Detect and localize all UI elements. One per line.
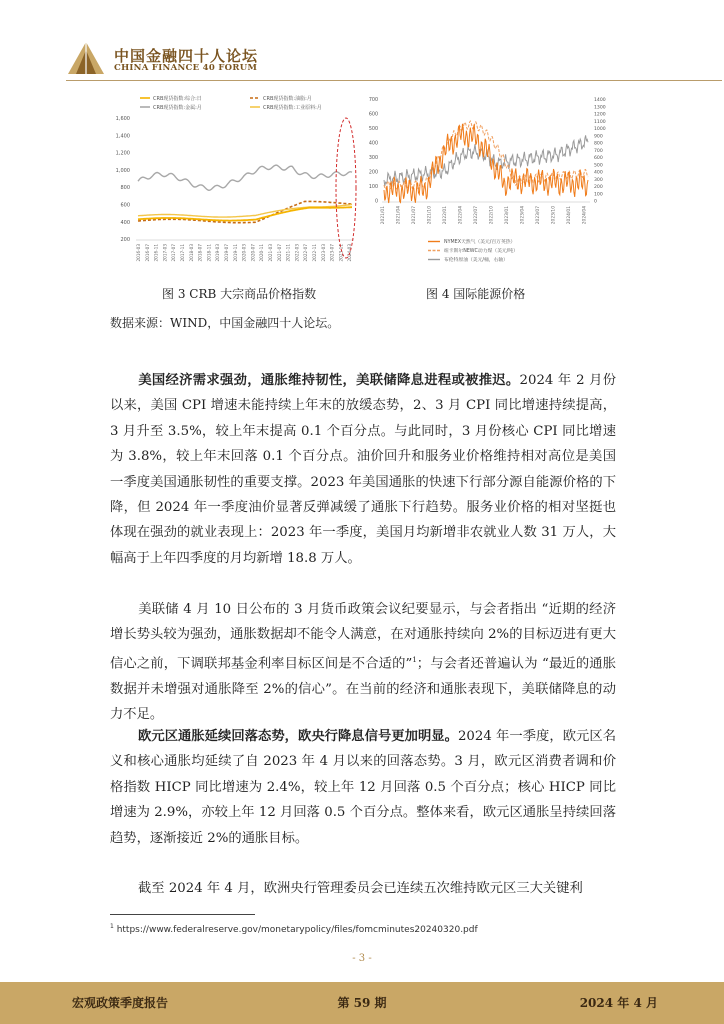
figure3-x-tick: 2018-07	[197, 244, 203, 262]
figure3-series-industrial	[138, 205, 352, 218]
figure3-legend	[140, 95, 322, 111]
figure4-y-left-tick: 0	[374, 199, 378, 205]
page-number: - 3 -	[352, 953, 372, 964]
footnote-link[interactable]: https://www.federalreserve.gov/monetarypolicy/files/fomcminutes20240320.pdf	[116, 925, 478, 935]
figure4-x-tick: 2022/07	[474, 206, 479, 225]
figure3-x-tick: 2022-03	[294, 244, 300, 262]
figure3-legend-label: CRB现货指数:工业原料:月	[263, 105, 322, 111]
header-title-en: CHINA FINANCE 40 FORUM	[114, 63, 258, 73]
figure3-y-tick: 200	[120, 237, 130, 244]
footnote-number: 1	[110, 923, 114, 930]
figure4-legend-label: 布伦特原油（美元/桶，右轴）	[444, 258, 508, 263]
figure3-y-tick: 1,400	[115, 133, 130, 140]
figure3-y-axis	[116, 116, 130, 243]
figure3-x-tick: 2021-11	[285, 244, 291, 262]
figure4-y-axis-left	[369, 97, 378, 205]
figure3-y-tick: 1,600	[115, 116, 130, 122]
figure4-y-left-tick: 100	[368, 185, 378, 190]
paragraph-body: ；与会者还普遍认为 “最近的通胀数据并未增强对通胀降至 2%的信心”。在当前的经济和通胀表现下，美联储降息的动力不足。	[110, 656, 616, 723]
forum-logo-icon	[66, 40, 106, 76]
figure4-y-left-tick: 200	[368, 170, 378, 176]
figure4-y-right-tick: 1100	[594, 119, 606, 125]
figure4-x-tick: 2021/04	[396, 206, 402, 225]
figure3-x-tick: 2016-11	[153, 244, 159, 262]
figure3-x-tick: 2021-07	[276, 244, 282, 262]
figure4-y-left-tick: 700	[368, 98, 378, 103]
paragraph-fed-minutes	[110, 597, 616, 727]
figure4-y-right-tick: 1400	[594, 98, 606, 103]
page-header	[0, 0, 724, 80]
paragraph-lead: 欧元区通胀延续回落态势，欧央行降息信号更加明显。	[138, 729, 458, 744]
figure4-series-gas	[384, 124, 588, 203]
figure3-x-tick: 2018-03	[188, 244, 194, 262]
figure3-x-tick: 2023-11	[338, 244, 344, 262]
data-source-note: 数据来源：WIND，中国金融四十人论坛。	[110, 316, 340, 330]
figure4-y-right-tick: 0	[594, 199, 597, 205]
figure4-y-right-tick: 200	[594, 185, 603, 190]
figure3-x-tick: 2017-07	[171, 244, 177, 262]
figure3-legend-label: CRB现货指数:金属:月	[153, 105, 202, 111]
figure4-y-left-tick: 400	[368, 141, 378, 147]
page-footer	[0, 982, 724, 1024]
figure4-y-right-tick: 1300	[594, 105, 606, 111]
figure4-x-axis	[380, 206, 588, 224]
figure4-y-left-tick: 500	[368, 127, 378, 132]
figure3-x-tick: 2016-07	[144, 244, 150, 262]
paragraph-us-economy	[110, 368, 616, 571]
figure3-x-tick: 2023-03	[320, 244, 326, 262]
figure3-crb-chart	[110, 90, 360, 278]
figure3-x-tick: 2019-11	[232, 244, 238, 262]
figure4-legend-label: NYMEX天然气（美元/百万英热）	[444, 240, 516, 245]
figure4-y-left-tick: 600	[368, 112, 378, 118]
figure4-y-right-tick: 500	[594, 163, 603, 169]
figure4-x-tick: 2021/07	[412, 206, 417, 225]
paragraph-body: 美联储 4 月 10 日公布的 3 月货币政策会议纪要显示，与会者指出 “近期的经济增长势头较为强劲，通胀数据却不能令人满意，在对通胀持续向 2%的目标迈进有更大信心之前，下调联邦基金利率目标区间是不合适的”	[110, 602, 616, 672]
figure3-y-tick: 1,000	[115, 167, 130, 174]
figure4-caption: 图 4 国际能源价格	[426, 287, 526, 301]
figure3-x-axis	[136, 244, 352, 262]
figure3-x-tick: 2020-11	[259, 244, 265, 262]
figure3-x-tick: 2023-07	[329, 244, 335, 262]
figure3-series-metals	[138, 165, 352, 190]
figure4-y-left-tick: 300	[368, 156, 378, 161]
figure3-legend-label: CRB现货指数:综合:日	[153, 96, 202, 102]
figure4-x-tick: 2022/01	[443, 206, 448, 225]
figure4-y-right-tick: 900	[594, 134, 603, 140]
figure3-highlight-ellipse	[336, 118, 356, 258]
paragraph-body: 2024 年 2 月份以来，美国 CPI 增速未能持续上年末的放缓态势，2、3 月 CPI 同比增速持续提高，3 月升至 3.5%，较上年末提高 0.1 个百分点。与此同时，3 月份核心 CPI 同比增速为 3.8%，较上年末回落 0.1 个百分点。油价回升和服务业价格维持相对高位是美国一季度美国通胀韧性的重要支撑。2023 年美国通胀的快速下行部分源自能源价格的下降，但 2024 年一季度油价显著反弹减缓了通胀下行趋势。服务业价格的相对坚挺也体现在强劲的就业表现上：2023 年一季度，美国月均新增非农就业人数 31 万人，大幅高于上年四季度的月均新增 18.8 万人。	[110, 373, 617, 566]
figure3-x-tick: 2022-07	[303, 244, 309, 262]
figure4-x-tick: 2023/04	[520, 206, 526, 225]
figure4-y-right-tick: 300	[594, 177, 603, 183]
figure4-y-right-tick: 700	[594, 148, 603, 154]
footer-date: 2024 年 4 月	[579, 996, 658, 1010]
figure4-y-right-tick: 400	[594, 170, 603, 176]
figure3-x-tick: 2018-11	[206, 244, 212, 262]
figure3-y-tick: 1,200	[115, 150, 130, 157]
figure4-y-right-tick: 600	[594, 156, 603, 161]
figure4-legend-label: 纽卡斯尔NEWC动力煤（美元/吨）	[444, 249, 518, 254]
figure4-x-tick: 2023/07	[536, 206, 541, 225]
paragraph-lead: 美国经济需求强劲，通胀维持韧性，美联储降息进程或被推迟。	[138, 373, 520, 388]
figure4-y-axis-right	[594, 97, 606, 205]
figure4-x-tick: 2023/01	[505, 206, 510, 225]
figure4-energy-chart	[368, 90, 616, 278]
figure3-x-tick: 2019-03	[215, 244, 221, 262]
figure4-y-right-tick: 1000	[594, 127, 606, 132]
figure3-x-tick: 2021-03	[268, 244, 273, 262]
header-divider	[66, 80, 722, 81]
figure3-x-tick: 2024-03	[347, 244, 353, 262]
footer-issue: 第 59 期	[337, 996, 387, 1010]
header-title-cn: 中国金融四十人论坛	[114, 47, 259, 65]
figure4-legend	[428, 238, 518, 263]
figure3-x-tick: 2017-03	[162, 244, 168, 262]
paragraph-body: 截至 2024 年 4 月，欧洲央行管理委员会已连续五次维持欧元区三大关键利	[138, 881, 583, 896]
figure3-x-tick: 2017-11	[180, 244, 185, 262]
figure4-x-tick: 2022/10	[489, 206, 495, 225]
figure3-y-tick: 800	[120, 185, 130, 192]
footnote	[110, 923, 478, 935]
figure3-x-tick: 2019-07	[224, 244, 229, 262]
figure4-y-right-tick: 100	[594, 192, 603, 198]
footnote-ref[interactable]: 1	[412, 655, 417, 664]
figure3-x-tick: 2022-11	[312, 244, 317, 262]
footer-report-name: 宏观政策季度报告	[72, 996, 169, 1010]
figure3-legend-label: CRB现货指数:油脂:月	[263, 96, 312, 102]
figure4-y-right-tick: 800	[594, 141, 603, 147]
figure3-caption: 图 3 CRB 大宗商品价格指数	[162, 287, 317, 301]
figure4-x-tick: 2021/01	[381, 206, 386, 225]
footnote-divider	[110, 914, 255, 915]
figure3-x-tick: 2020-07	[250, 244, 256, 262]
figure3-y-tick: 600	[120, 202, 130, 209]
paragraph-eurozone	[110, 724, 616, 851]
figure4-x-tick: 2021/10	[427, 206, 433, 225]
figure4-x-tick: 2022/04	[458, 206, 464, 225]
figure4-y-right-tick: 1200	[594, 112, 606, 118]
figure3-x-tick: 2020-03	[241, 244, 247, 262]
figure3-x-tick: 2016-03	[136, 244, 141, 262]
figure4-x-tick: 2024/04	[582, 206, 588, 225]
paragraph-ecb	[110, 876, 616, 901]
paragraph-body: 2024 年一季度，欧元区名义和核心通胀均延续了自 2023 年 4 月以来的回落态势。3 月，欧元区消费者调和价格指数 HICP 同比增速为 2.4%，较上年 12 月回落 0.5 个百分点；核心 HICP 同比增速为 2.9%，亦较上年 12 月回落 0.5 个百分点。整体来看，欧元区通胀呈持续回落趋势，逐渐接近 2%的通胀目标。	[110, 729, 616, 846]
figure4-x-tick: 2024/01	[567, 206, 572, 225]
figure4-x-tick: 2023/10	[551, 206, 557, 225]
figure3-y-tick: 400	[120, 219, 130, 226]
